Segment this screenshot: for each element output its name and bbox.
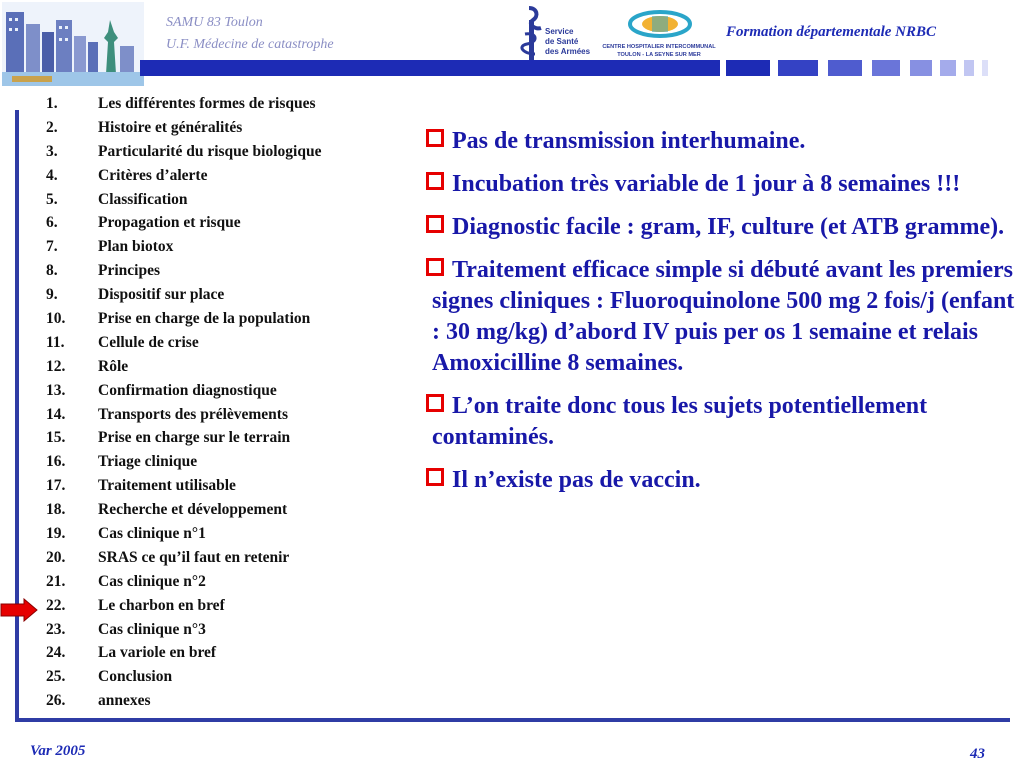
outline-item-label: Recherche et développement — [98, 501, 288, 519]
outline-list — [46, 94, 321, 715]
square-bullet-icon — [426, 215, 444, 233]
outline-item-number: 15. — [46, 429, 66, 447]
outline-item — [46, 118, 321, 142]
outline-item — [46, 500, 321, 524]
header-decorative-band — [0, 60, 1024, 78]
outline-item-label: Les différentes formes de risques — [98, 95, 316, 112]
outline-item-label: Le charbon en bref — [98, 596, 225, 614]
outline-item-number: 10. — [46, 310, 66, 328]
outline-item-number: 18. — [46, 501, 66, 519]
outline-item-label: Particularité du risque biologique — [98, 142, 322, 160]
outline-item-number: 17. — [46, 477, 66, 495]
content-bullet — [426, 169, 1016, 200]
content-bullet — [426, 391, 1016, 453]
outline-item-number: 14. — [46, 405, 66, 423]
outline-item — [46, 596, 321, 620]
outline-item-label: Dispositif sur place — [98, 286, 225, 304]
outline-item-number: 6. — [46, 214, 58, 232]
org-name: SAMU 83 Toulon — [166, 15, 263, 30]
current-section-arrow-icon — [0, 598, 38, 622]
outline-item — [46, 691, 321, 715]
outline-item — [46, 333, 321, 357]
outline-item-number: 1. — [46, 95, 58, 112]
content-bullet — [426, 465, 1016, 496]
outline-item — [46, 309, 321, 333]
outline-item-label: Confirmation diagnostique — [98, 381, 277, 399]
outline-item-label: Triage clinique — [98, 453, 198, 471]
outline-item-number: 4. — [46, 166, 58, 184]
content-bullet-text: Il n’existe pas de vaccin. — [452, 467, 701, 493]
outline-item — [46, 476, 321, 500]
outline-item-number: 19. — [46, 525, 66, 543]
square-bullet-icon — [426, 129, 444, 147]
outline-item-label: Traitement utilisable — [98, 477, 236, 495]
content-bullet — [426, 126, 1016, 157]
square-bullet-icon — [426, 258, 444, 276]
outline-item-label: Prise en charge de la population — [98, 310, 311, 328]
ssa-logo-line-3: des Armées — [545, 47, 591, 56]
outline-item — [46, 357, 321, 381]
outline-item — [46, 381, 321, 405]
outline-item — [46, 428, 321, 452]
chi-logo-line-2: TOULON - LA SEYNE SUR MER — [617, 52, 701, 58]
outline-item-number: 3. — [46, 142, 58, 160]
outline-item-label: Cas clinique n°1 — [98, 525, 206, 543]
content-bullets — [426, 126, 1016, 508]
outline-item-number: 21. — [46, 572, 66, 590]
outline-item-label: annexes — [98, 692, 151, 710]
outline-item-label: Cas clinique n°3 — [98, 620, 206, 638]
outline-item — [46, 166, 321, 190]
outline-item-label: Prise en charge sur le terrain — [98, 429, 291, 447]
outline-item-number: 9. — [46, 286, 58, 304]
outline-item — [46, 213, 321, 237]
bottom-frame-rule — [15, 718, 1010, 722]
content-bullet-text: Diagnostic facile : gram, IF, culture (et ATB gramme). — [452, 214, 1005, 240]
outline-item — [46, 643, 321, 667]
outline-item — [46, 190, 321, 214]
content-bullet — [426, 255, 1016, 379]
ssa-logo-line-2: de Santé — [545, 37, 579, 46]
content-bullet-text: Incubation très variable de 1 jour à 8 semaines !!! — [452, 171, 961, 197]
outline-item — [46, 548, 321, 572]
outline-item-number: 13. — [46, 381, 66, 399]
outline-item-label: Transports des prélèvements — [98, 405, 288, 423]
content-bullet — [426, 212, 1016, 243]
outline-item-number: 23. — [46, 620, 66, 638]
outline-item-label: La variole en bref — [98, 644, 217, 662]
org-unit: U.F. Médecine de catastrophe — [166, 37, 334, 52]
outline-item-number: 12. — [46, 357, 66, 375]
outline-item-number: 16. — [46, 453, 66, 471]
outline-item — [46, 237, 321, 261]
outline-item — [46, 452, 321, 476]
ssa-logo-line-1: Service — [545, 27, 574, 36]
outline-item-number: 24. — [46, 644, 66, 662]
content-bullet-text: Traitement efficace simple si débuté avant les premiers signes cliniques : Fluoroquinolone 500 mg 2 fois/j (enfant : 30 mg/kg) d’abord IV puis per os 1 semaine et relais Amoxicilline 8 semaines. — [432, 257, 1015, 376]
outline-item-label: Rôle — [98, 357, 129, 375]
content-bullet-text: Pas de transmission interhumaine. — [452, 128, 806, 154]
outline-item — [46, 524, 321, 548]
service-de-sante-logo — [515, 4, 593, 64]
left-frame-rule — [15, 110, 19, 722]
outline-item — [46, 261, 321, 285]
square-bullet-icon — [426, 172, 444, 190]
outline-item-label: Cas clinique n°2 — [98, 572, 206, 590]
outline-item — [46, 142, 321, 166]
outline-item-label: Conclusion — [98, 668, 173, 686]
outline-item-label: Classification — [98, 190, 188, 208]
outline-item-number: 7. — [46, 238, 58, 256]
course-title: Formation départementale NRBC — [726, 24, 937, 40]
outline-item-number: 20. — [46, 548, 66, 566]
outline-item-label: Plan biotox — [98, 238, 174, 256]
hospital-logo — [600, 8, 718, 62]
chi-logo-line-1: CENTRE HOSPITALIER INTERCOMMUNAL — [602, 44, 716, 50]
square-bullet-icon — [426, 468, 444, 486]
outline-item-label: Principes — [98, 262, 160, 280]
outline-item — [46, 405, 321, 429]
outline-item-label: Critères d’alerte — [98, 166, 208, 184]
outline-item-number: 11. — [46, 333, 65, 351]
outline-item-number: 5. — [46, 190, 58, 208]
outline-item-number: 8. — [46, 262, 58, 280]
page-number: 43 — [970, 746, 985, 762]
outline-item-number: 26. — [46, 692, 66, 710]
outline-item — [46, 285, 321, 309]
outline-item — [46, 620, 321, 644]
outline-item-label: Histoire et généralités — [98, 118, 243, 136]
outline-item-number: 25. — [46, 668, 66, 686]
outline-item-label: Propagation et risque — [98, 214, 241, 232]
square-bullet-icon — [426, 394, 444, 412]
content-bullet-text: L’on traite donc tous les sujets potentiellement contaminés. — [432, 393, 928, 450]
outline-item-number: 22. — [46, 596, 66, 614]
outline-item — [46, 94, 321, 118]
outline-item-number: 2. — [46, 118, 58, 136]
outline-item-label: Cellule de crise — [98, 333, 199, 351]
outline-item — [46, 667, 321, 691]
outline-item — [46, 572, 321, 596]
footer-region-year: Var 2005 — [30, 743, 86, 759]
outline-item-label: SRAS ce qu’il faut en retenir — [98, 548, 290, 566]
